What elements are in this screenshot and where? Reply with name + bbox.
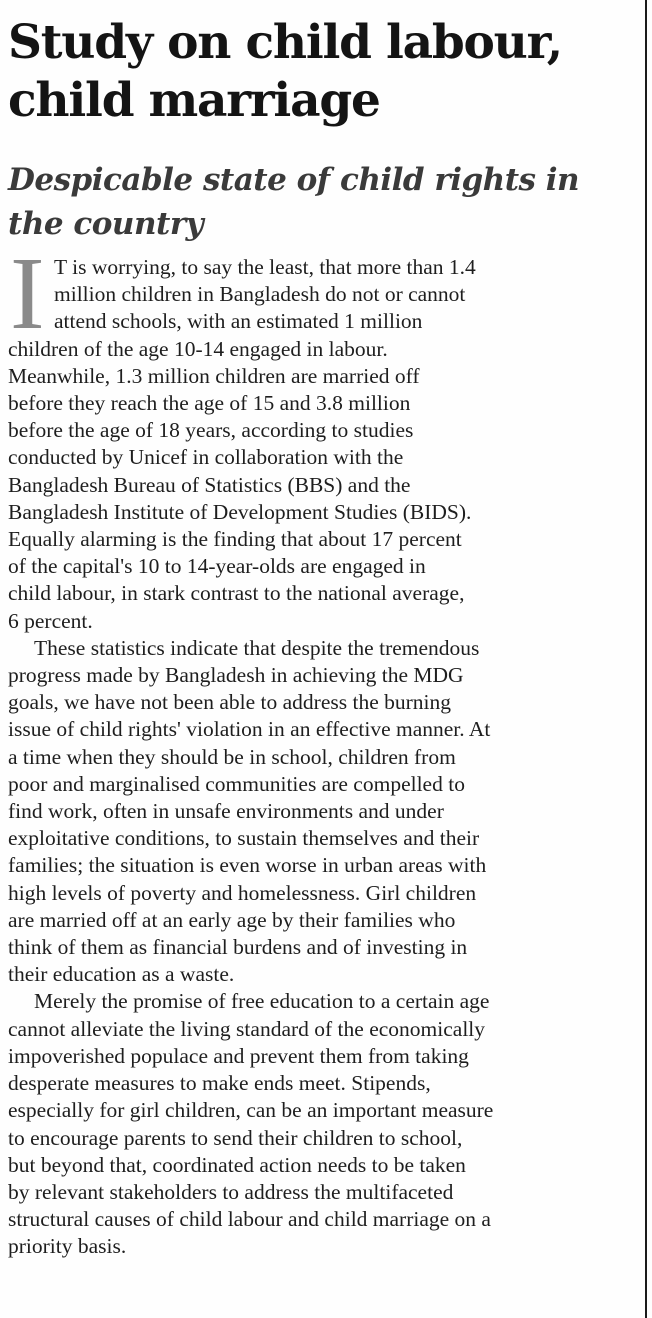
text-line: child labour, in stark contrast to the national average, [8, 581, 465, 606]
text-line: before the age of 18 years, according to studies [8, 418, 414, 443]
text-line: desperate measures to make ends meet. Stipends, [8, 1071, 431, 1096]
text-line: Merely the promise of free education to a certain age [34, 989, 490, 1014]
text-line: impoverished populace and prevent them from taking [8, 1043, 469, 1068]
text-line: poor and marginalised communities are compelled to [8, 771, 465, 796]
text-line: T is worrying, to say the least, that more than 1.4 [54, 255, 476, 279]
text-line: find work, often in unsafe environments and under [8, 799, 444, 824]
subheadline [8, 158, 628, 246]
text-line: progress made by Bangladesh in achieving the MDG [8, 663, 464, 688]
paragraph-2 [8, 635, 636, 989]
subheadline-line: the country [8, 206, 204, 242]
text-line: to encourage parents to send their children to school, [8, 1125, 463, 1150]
text-line: These statistics indicate that despite the tremendous [34, 635, 480, 660]
text-line: goals, we have not been able to address the burning [8, 690, 452, 715]
text-line: of the capital's 10 to 14-year-olds are engaged in [8, 554, 426, 579]
article-body [8, 236, 636, 1261]
column-rule [645, 0, 647, 1318]
text-line: especially for girl children, can be an important measure [8, 1098, 494, 1123]
text-line: by relevant stakeholders to address the multifaceted [8, 1179, 454, 1204]
text-line: cannot alleviate the living standard of the economically [8, 1016, 486, 1041]
headline-line: Study on child labour, [8, 15, 562, 70]
text-line: attend schools, with an estimated 1 million [54, 309, 423, 334]
text-line: Bangladesh Institute of Development Studies (BIDS). [8, 499, 472, 524]
text-line: a time when they should be in school, children from [8, 744, 456, 769]
text-line: high levels of poverty and homelessness. Girl children [8, 880, 477, 905]
subheadline-line: Despicable state of child rights in [8, 162, 580, 198]
text-line: Meanwhile, 1.3 million children are married off [8, 363, 420, 388]
text-line: priority basis. [8, 1234, 127, 1259]
text-line: but beyond that, coordinated action needs to be taken [8, 1152, 466, 1177]
text-line: million children in Bangladesh do not or cannot [54, 282, 466, 307]
text-line: their education as a waste. [8, 962, 235, 987]
text-line: families; the situation is even worse in urban areas with [8, 853, 487, 878]
headline [8, 14, 633, 130]
text-line: think of them as financial burdens and of investing in [8, 935, 468, 960]
text-line: 6 percent. [8, 608, 93, 633]
text-line: conducted by Unicef in collaboration with the [8, 445, 404, 470]
text-line: Equally alarming is the finding that about 17 percent [8, 527, 462, 552]
headline-line: child marriage [8, 73, 380, 128]
text-line: exploitative conditions, to sustain themselves and their [8, 826, 480, 851]
text-line: issue of child rights' violation in an effective manner. At [8, 717, 491, 742]
drop-cap: I [10, 236, 45, 351]
text-line: before they reach the age of 15 and 3.8 million [8, 391, 411, 416]
text-line: structural causes of child labour and child marriage on a [8, 1207, 491, 1232]
text-line: children of the age 10-14 engaged in labour. [8, 336, 388, 361]
text-line: Bangladesh Bureau of Statistics (BBS) and the [8, 472, 411, 497]
paragraph-3 [8, 988, 636, 1260]
paragraph-1 [8, 236, 636, 635]
text-line: are married off at an early age by their families who [8, 907, 456, 932]
